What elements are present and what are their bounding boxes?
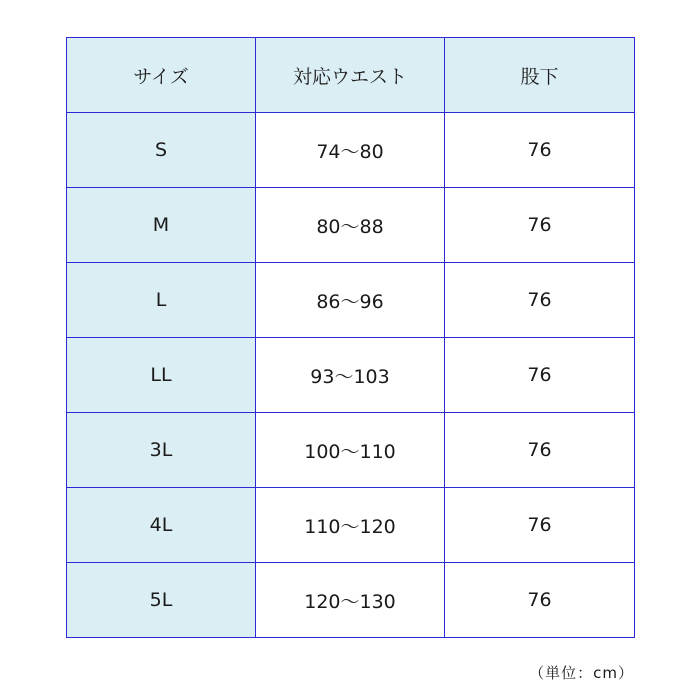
inseam-cell: 76	[445, 188, 635, 263]
waist-cell: 74〜80	[256, 113, 445, 188]
table-row	[67, 413, 635, 488]
size-cell: L	[67, 263, 256, 338]
unit-note: （単位：cm）	[529, 664, 634, 682]
inseam-cell: 76	[445, 113, 635, 188]
inseam-cell: 76	[445, 263, 635, 338]
header-waist: 対応ウエスト	[256, 38, 445, 113]
size-chart-table	[66, 37, 635, 638]
size-cell: M	[67, 188, 256, 263]
table-row	[67, 338, 635, 413]
inseam-cell: 76	[445, 413, 635, 488]
waist-cell: 93〜103	[256, 338, 445, 413]
header-row	[67, 38, 635, 113]
table-row	[67, 188, 635, 263]
inseam-cell: 76	[445, 563, 635, 638]
waist-cell: 80〜88	[256, 188, 445, 263]
waist-cell: 86〜96	[256, 263, 445, 338]
inseam-cell: 76	[445, 488, 635, 563]
header-inseam: 股下	[445, 38, 635, 113]
table-row	[67, 113, 635, 188]
header-size: サイズ	[67, 38, 256, 113]
inseam-cell: 76	[445, 338, 635, 413]
waist-cell: 110〜120	[256, 488, 445, 563]
size-cell: S	[67, 113, 256, 188]
table-body	[67, 113, 635, 638]
size-cell: LL	[67, 338, 256, 413]
waist-cell: 100〜110	[256, 413, 445, 488]
size-cell: 4L	[67, 488, 256, 563]
table-row	[67, 563, 635, 638]
table-row	[67, 263, 635, 338]
table-header	[67, 38, 635, 113]
size-cell: 3L	[67, 413, 256, 488]
table-row	[67, 488, 635, 563]
size-cell: 5L	[67, 563, 256, 638]
waist-cell: 120〜130	[256, 563, 445, 638]
